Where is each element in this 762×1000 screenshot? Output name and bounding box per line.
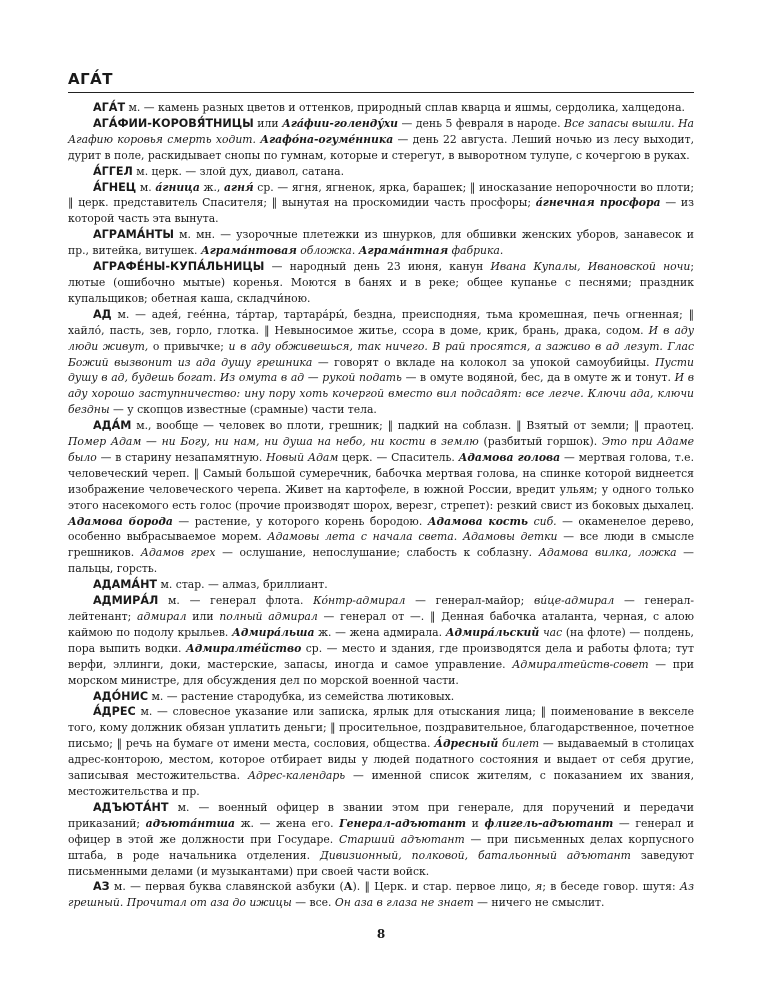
derived-term: Адамова голова [458, 450, 561, 464]
entry-text: м. [136, 180, 156, 194]
entry-text: — все люди в смысле грешников. [68, 530, 694, 560]
entry-text: или [186, 610, 220, 623]
derived-term: Агафо́на-огуме́нника [260, 132, 394, 146]
derived-term: А́дресный [434, 737, 499, 751]
italic-text: Старший адъютант [339, 832, 465, 846]
italic-text: И в аду люди живут, [68, 323, 694, 353]
page-number: 8 [376, 927, 386, 941]
entry-text: — генерал-лейтенант; [68, 594, 694, 623]
dictionary-entry-adam [68, 418, 694, 577]
entry-text: ж. — жена адмирала. [314, 625, 446, 639]
italic-text: фабрика. [451, 244, 504, 258]
dictionary-entry-agrafeny [68, 259, 694, 307]
entry-text: — в старину незапамятную. [96, 450, 267, 464]
entry-text: (разбитый горшок). [478, 435, 602, 449]
dictionary-entry-adres [68, 704, 694, 799]
dictionary-entry-agramanty [68, 227, 694, 259]
header-rule [68, 92, 694, 93]
derived-term: а́гница [155, 180, 200, 194]
entry-headword: АГА́ФИИ-КОРОВЯ́ТНИЦЫ [93, 116, 254, 130]
entry-text: м. мн. — узорочные плетежки из шнурков, для обшивки женских уборов, занавесок и пр., витейка, витушек. [68, 228, 694, 258]
entry-text: м. стар. — алмаз, бриллиант. [157, 578, 328, 592]
dictionary-entry-admiral [68, 593, 694, 688]
italic-text: адмирал [137, 610, 187, 623]
entry-text: — говорят о вкладе на колокол за упокой самоубийцы. [312, 355, 656, 369]
derived-term: Адмира́льский [445, 625, 540, 639]
entry-text: м. — адея́, гее́нна, та́ртар, тартара́ры́, бездна, преисподняя, тьма кромешная, печь огненная; ‖ хайло́, пасть, зев, горло, глотка. ‖ Невыносимое житье, ссора в доме, крик, брань, драка, содом. [68, 307, 694, 337]
derived-term: Адамова борода [68, 514, 173, 528]
italic-text: Пусти душу в ад, будешь богат. Из омута в ад — рукой подать [68, 355, 694, 385]
italic-text: Новый Адам [266, 450, 339, 464]
entry-text: м. — генерал флота. [158, 594, 314, 608]
entry-text: м. — растение стародубка, из семейства лютиковых. [148, 689, 455, 703]
entry-text: — в омуте водяной, бес, да в омуте ж и тонут. [401, 371, 675, 385]
entry-text: — пальцы, горсть. [68, 546, 694, 576]
derived-term: Адмира́льша [232, 625, 315, 639]
entry-headword: А́ДРЕС [93, 705, 136, 719]
italic-text: ви́це-адмирал [533, 594, 615, 608]
derived-term: Адамова кость [427, 514, 529, 528]
entry-headword: АГА́Т [93, 101, 126, 114]
entry-text: ж., [199, 180, 225, 194]
italic-text: Это при Адаме было [68, 435, 694, 464]
dictionary-body [68, 100, 694, 911]
entry-text: — генерал-майор; [405, 594, 534, 608]
derived-term: а́гнечная просфора [535, 196, 661, 210]
page-header-title: АГА́Т [68, 70, 114, 88]
dictionary-entry-adonis [68, 689, 694, 705]
italic-text: Ивана Купалы, Ивановской ночи [490, 260, 691, 274]
italic-text: Дивизионный, полковой, батальонный адъютант [319, 848, 631, 862]
entry-headword: АДМИРА́Л [93, 594, 159, 608]
italic-text: Адмиралтейств-совет [512, 657, 649, 671]
entry-text: ж. — жена его. [234, 816, 340, 830]
derived-term: флигель-адъютант [484, 816, 614, 830]
entry-text: — растение, у которого корень бородою. [172, 514, 428, 528]
entry-headword: АГРАФЕ́НЫ-КУПА́ЛЬНИЦЫ [93, 260, 265, 274]
entry-headword: А́ГГЕЛ [93, 164, 133, 178]
entry-headword: АДА́М [93, 419, 132, 433]
italic-text: билет [502, 737, 540, 751]
derived-term: агня́ [224, 180, 254, 194]
entry-text: м. — камень разных цветов и оттенков, природный сплав кварца и яшмы, сердолика, халцедона. [125, 101, 685, 114]
entry-text: — именной список жителям, с показанием их звания, местожительства и пр. [68, 769, 694, 798]
dictionary-entry-adamant [68, 577, 694, 593]
entry-text: ср. — место и здания, где производятся дела и работы флота; тут верфи, эллинги, доки, мастерские, запасы, иногда и самое управление. [68, 641, 695, 671]
entry-headword: А́ГНЕЦ [93, 180, 137, 194]
entry-text: или [253, 116, 283, 130]
entry-text: м. — военный офицер в звании этом при генерале, для поручений и передачи приказаний; [68, 800, 694, 830]
entry-text: — при морском министре, для обсуждения дел по морской военной части. [68, 657, 695, 687]
entry-text: — при письменных делах корпусного штаба, в роде начальника отделения. [68, 832, 694, 862]
italic-text: я [535, 880, 543, 894]
entry-headword: АГРАМА́НТЫ [93, 228, 175, 242]
italic-text: Помер Адам — ни Богу, ни нам, ни душа на небо, ни кости в землю [68, 435, 479, 449]
entry-text: о привычке; [148, 339, 229, 353]
entry-text: — у скопцов известные (срамные) части тела. [109, 403, 377, 417]
entry-text: ; в беседе говор. шутя: [542, 880, 680, 894]
entry-text: церк. — Спаситель. [338, 450, 459, 464]
italic-text: обложка. [300, 244, 356, 258]
entry-text: — мертвая голова, т.е. человеческий череп. ‖ Самый большой сумеречник, бабочка мертвая голова, на спинке которой виднеется изображение человеческого черепа. Живет на картофеле, в южной России, вредит ульям; у одного только этого насекомого есть голос (прочие производят шорох, верезг, стрепет): резкий свист из боковых дыхалец. [68, 450, 695, 512]
italic-text: и в аду обживешься, так ничего. В рай просятся, а заживо в ад лезут. Глас Божий вызвонит из ада душу грешника [68, 339, 694, 369]
derived-term: Аграма́нтовая [200, 244, 297, 258]
derived-term: адъюта́нтша [145, 816, 235, 830]
italic-text: Аз грешный. Прочитал от аза до ижицы [68, 880, 694, 910]
entry-text: — народный день 23 июня, канун [264, 260, 491, 274]
dictionary-entry-agat [68, 100, 694, 116]
entry-text: — день 5 февраля в народе. [398, 116, 565, 130]
entry-text: м. церк. — злой дух, диавол, сатана. [132, 164, 345, 178]
entry-text: — все. [291, 896, 335, 910]
dictionary-entry-agafii [68, 116, 694, 164]
italic-text: И в аду хорошо заступничество: ину пору хоть кочергой вместо вил подсадят: все легче. Ключи ада, ключи бездны [68, 371, 695, 417]
italic-text: час [542, 625, 563, 639]
entry-headword: АДЪЮТА́НТ [93, 800, 169, 814]
italic-text: Адрес-календарь [247, 769, 346, 783]
entry-text: ср. — ягня, ягненок, ярка, барашек; ‖ иносказание непорочности во плоти; ‖ церк. представитель Спасителя; ‖ вынутая на проскомидии часть просфоры; [68, 180, 694, 210]
entry-headword: АД [93, 307, 112, 321]
entry-text: — ничего не смыслит. [473, 896, 605, 910]
entry-text: — генерал и офицер в этой же должности при Государе. [68, 816, 694, 846]
derived-term: Ага́фии-голенду́хи [282, 116, 399, 130]
entry-text: — день 22 августа. Леший ночью из лесу выходит, дурит в поле, раскидывает снопы по гумнам, которые и стерегут, в выворотном тулупе, с кочергою в руках. [68, 132, 695, 162]
italic-text: полный адмирал [219, 610, 318, 623]
entry-text: ). ‖ Церк. и стар. первое лицо, [352, 880, 536, 894]
entry-text: заведуют письменными делами (и музыкантами) при своей части войск. [68, 848, 694, 878]
italic-text: Ко́нтр-адмирал [313, 594, 406, 608]
derived-term: Генерал-адъютант [339, 816, 467, 830]
entry-text: м. — первая буква славянской азбуки ( [109, 880, 344, 894]
italic-text: Адамовы лета с начала света. Адамовы детки [267, 530, 558, 544]
dictionary-entry-aggel [68, 164, 694, 180]
entry-text: и [466, 816, 485, 830]
italic-text: Адамов грех [140, 546, 216, 560]
entry-text: — из которой часть эта вынута. [68, 196, 694, 226]
entry-text: м., вообще — человек во плоти, грешник; ‖ падкий на соблазн. ‖ Взятый от земли; ‖ праотец. [131, 419, 694, 433]
entry-text: м. — словесное указание или записка, ярлык для отыскания лица; ‖ поименование в векселе того, кому должник обязан уплатить деньги; ‖ просительное, поздравительное, благодарственное, почетное письмо; ‖ речь на бумаге от имени места, сословия, общества. [68, 705, 694, 751]
entry-headword: АЗ [93, 880, 110, 894]
italic-text: Все запасы вышли. На Агафию коровья смерть ходит. [68, 116, 694, 146]
italic-text: Адамова вилка, ложка [538, 546, 677, 560]
derived-term: Адмиралте́йство [185, 641, 302, 655]
entry-text: ; лютые (ошибочно мытые) коренья. Моются в банях и в реке; общее купанье с песнями; праздник купальщиков; обетная каша, складчи́ною. [68, 260, 694, 305]
entry-text: — окаменелое дерево, особенно выбрасываемое морем. [68, 514, 695, 544]
entry-headword: АДО́НИС [93, 689, 149, 703]
entry-text: — ослушание, непослушание; слабость к соблазну. [215, 546, 539, 560]
entry-headword: АДАМА́НТ [93, 578, 158, 592]
dictionary-entry-adyutant [68, 800, 694, 880]
entry-text: (на флоте) — полдень, пора выпить водки. [68, 625, 694, 655]
italic-text: сиб. [533, 514, 557, 528]
italic-text: Он аза в глаза не знает [334, 896, 474, 910]
derived-term: Аграма́нтная [358, 244, 449, 258]
dictionary-entry-az [68, 879, 694, 911]
dictionary-entry-ad [68, 307, 694, 418]
bold-text: А [343, 880, 353, 894]
entry-text: — генерал от —. ‖ Денная бабочка аталанта, черная, с алою каймою по подолу крыльев. [68, 610, 694, 639]
dictionary-entry-agnec [68, 180, 694, 228]
entry-text: — выдаваемый в столицах адрес-конторою, местом, которое отбирает виды у людей податного состояния и выдает от себя другие, записывая местожительства. [68, 737, 695, 783]
